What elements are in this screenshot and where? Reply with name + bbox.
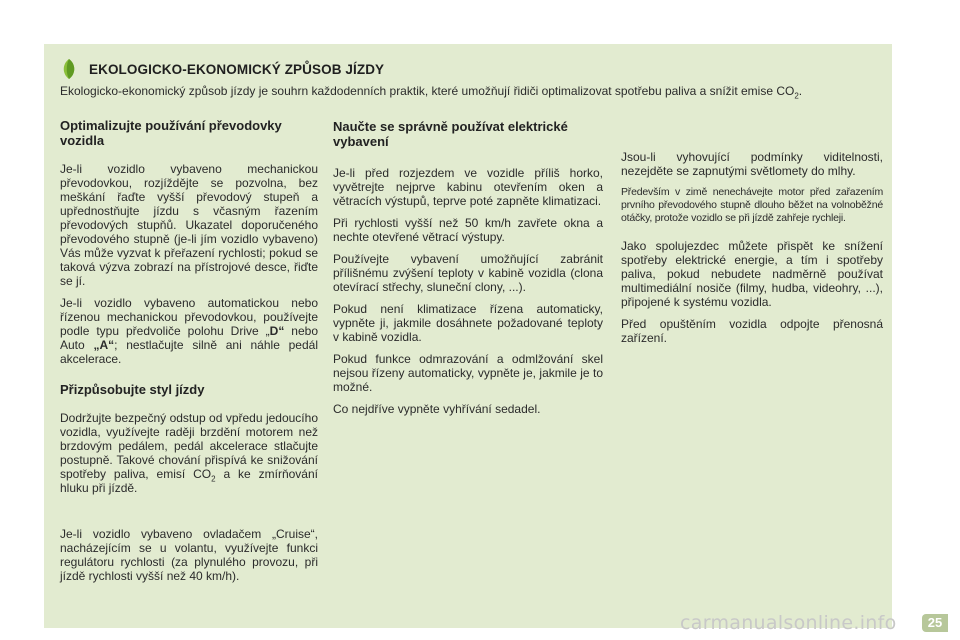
paragraph-manual-gearbox: Je-li vozidlo vybaveno mechanickou převodovkou, rozjíždějte se pozvolna, bez meškání řaďte vyšší převodový stupeň a upřednostňujte jízdu s včasným řazením převodových stupňů. Ukazatel doporučeného převodového stupně (je-li jím vozidlo vybaveno) Vás může vyzvat k přeřazení rychlosti; pokud se taková výzva zobrazí na přístrojové desce, řiďte se jí.: [60, 162, 318, 288]
intro-paragraph: Ekologicko-ekonomický způsob jízdy je souhrn každodenních praktik, které umožňují řidiči optimalizovat spotřebu paliva a snížit emise $CO_2$.: [60, 84, 803, 101]
paragraph-defrost: Pokud funkce odmrazování a odmlžování skel nejsou řízeny automaticky, vypněte je, jakmile je to možné.: [333, 352, 603, 394]
page-title: EKOLOGICKO-EKONOMICKÝ ZPŮSOB JÍZDY: [89, 61, 385, 77]
page-number: 25: [922, 614, 948, 632]
paragraph-cruise: Je-li vozidlo vybaveno ovladačem „Cruise“, nacházejícím se u volantu, využívejte funkci regulátoru rychlosti (za plynulého provozu, při jízdě rychlosti vyšší než 40 km/h).: [60, 527, 318, 583]
paragraph-ventilation: Je-li před rozjezdem ve vozidle příliš horko, vyvětrejte nejprve kabinu otevřením oken a větracích výstupů, teprve poté zapněte klimatizaci.: [333, 166, 603, 208]
column-left: [60, 118, 318, 591]
paragraph-driving-style: Dodržujte bezpečný odstup od vpředu jedoucího vozidla, využívejte raději brzdění motorem než brzdovým pedálem, pedál akcelerace stlačujte postupně. Takové chování přispívá ke snižování spotřeby paliva, emisí $CO_2$ a ke zmírňování hluku při jízdě.: [60, 411, 318, 495]
paragraph-passenger: Jako spolujezdec můžete přispět ke snížení spotřeby elektrické energie, a tím i spotřeby paliva, pokud nebudete nadměrně používat multimediální nosiče (filmy, hudba, videohry, ...), připojené k systému vozidla.: [621, 239, 883, 309]
paragraph-windows: Při rychlosti vyšší než 50 km/h zavřete okna a nechte otevřené větrací výstupy.: [333, 216, 603, 244]
paragraph-seat-heating: Co nejdříve vypněte vyhřívání sedadel.: [333, 402, 541, 416]
paragraph-automatic-gearbox: Je-li vozidlo vybaveno automatickou nebo řízenou mechanickou převodovkou, používejte podle typu předvoliče polohu Drive „D“ nebo Auto „A“; nestlačujte silně ani náhle pedál akcelerace.: [60, 296, 318, 366]
paragraph-sunblinds: Používejte vybavení umožňující zabránit přílišnému zvýšení teploty v kabině vozidla (clona otevírací střechy, sluneční clony, ...).: [333, 252, 603, 294]
heading-electrical: Naučte se správně používat elektrické vybavení: [333, 119, 568, 149]
column-middle: [333, 119, 603, 424]
column-right: [621, 150, 883, 353]
watermark: carmanualsonline.info: [680, 612, 897, 634]
paragraph-fog-lights: Jsou-li vyhovující podmínky viditelnosti, nezejděte se zapnutými světlomety do mlhy.: [621, 150, 883, 178]
leaf-icon: [58, 58, 80, 80]
paragraph-aircon: Pokud není klimatizace řízena automaticky, vypněte ji, jakmile dosáhnete požadované teploty v kabině vozidla.: [333, 302, 603, 344]
paragraph-unplug: Před opuštěním vozidla odpojte přenosná zařízení.: [621, 317, 883, 345]
section-header: [58, 58, 384, 80]
heading-driving-style: Přizpůsobujte styl jízdy: [60, 382, 205, 397]
heading-gearbox: Optimalizujte používání převodovky vozidla: [60, 118, 282, 148]
note-winter-idle: Především v zimě nenechávejte motor před zařazením prvního převodového stupně dlouho běžet na volnoběžné otáčky, protože vozidlo se při jízdě zahřeje rychleji.: [621, 186, 883, 224]
